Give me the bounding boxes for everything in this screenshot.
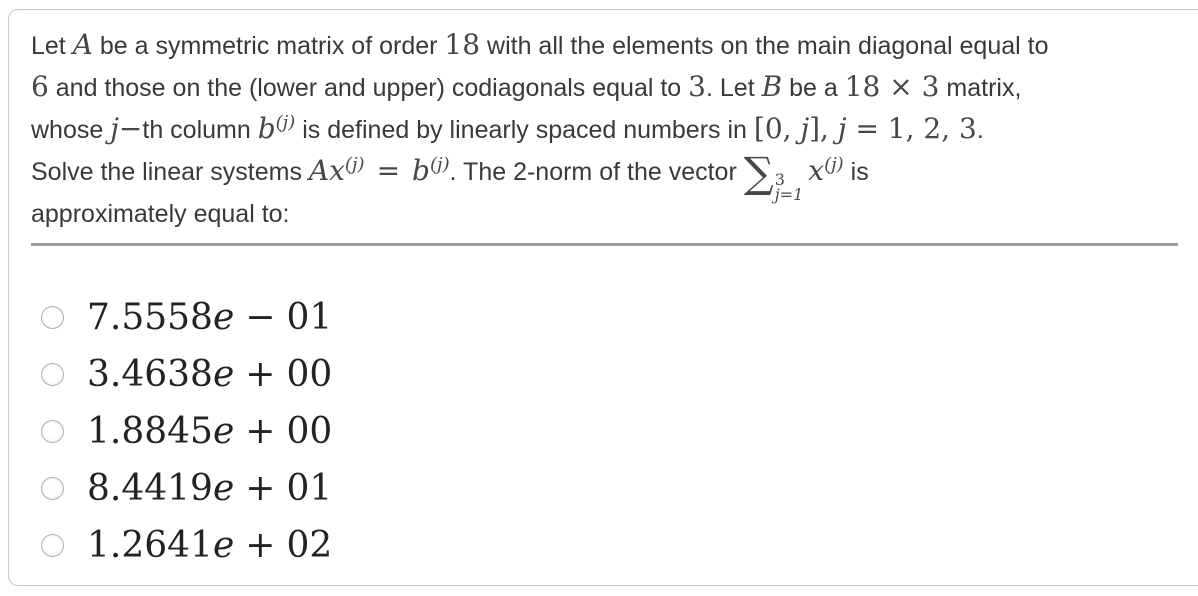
- math-minus: −: [118, 112, 143, 145]
- options-list: [41, 289, 332, 574]
- math-var-B: B: [761, 70, 783, 103]
- math-var-Ax: Ax: [308, 154, 345, 187]
- option-e: e: [212, 297, 235, 338]
- question-text: [31, 25, 1048, 235]
- text-segment: Solve the linear systems: [31, 158, 309, 186]
- option-e: e: [212, 411, 235, 452]
- option-e: e: [212, 525, 235, 566]
- text-segment: approximately equal to:: [31, 200, 290, 228]
- sigma-upper-limit: 3: [774, 170, 785, 189]
- option-row-3[interactable]: [41, 403, 332, 460]
- math-var-j: j: [800, 112, 810, 145]
- math-num-18: 18: [444, 28, 481, 61]
- math-num-3: 3: [688, 70, 706, 103]
- option-exponent: 00: [286, 411, 333, 452]
- math-var-j: j: [110, 112, 119, 145]
- question-line-4: [31, 148, 1048, 204]
- text-segment: whose: [31, 116, 111, 144]
- option-exponent: 00: [286, 354, 333, 395]
- text-segment: be a symmetric matrix of order: [92, 32, 445, 60]
- option-row-2[interactable]: [41, 346, 332, 403]
- math-num-6: 6: [31, 70, 49, 103]
- text-segment: and those on the (lower and upper) codiagonals equal to: [48, 74, 689, 102]
- question-line-2: [31, 67, 1048, 109]
- option-sign: +: [245, 411, 276, 452]
- question-divider: [31, 243, 1178, 246]
- math-var-A: A: [72, 28, 93, 61]
- radio-button-icon[interactable]: [41, 534, 64, 557]
- option-exponent: 01: [286, 297, 333, 338]
- option-label: [87, 468, 332, 509]
- math-bracket-open: [0,: [753, 112, 801, 145]
- option-mantissa: 7.5558: [87, 297, 213, 338]
- math-superscript-j: (j): [344, 154, 365, 175]
- text-segment: with all the elements on the main diagonal equal to: [480, 32, 1049, 60]
- text-segment: .: [976, 116, 984, 144]
- option-label: [87, 411, 332, 452]
- math-var-b: b: [257, 112, 276, 145]
- option-row-1[interactable]: [41, 289, 332, 346]
- text-segment: Let: [31, 32, 73, 60]
- radio-button-icon[interactable]: [41, 306, 64, 329]
- math-eq-123: = 1, 2, 3: [846, 112, 977, 145]
- text-segment: . The 2-norm of the vector: [449, 158, 744, 186]
- text-segment: is defined by linearly spaced numbers in: [295, 116, 754, 144]
- option-sign: +: [245, 468, 276, 509]
- option-label: [87, 354, 332, 395]
- option-row-4[interactable]: [41, 460, 332, 517]
- math-var-b: b: [412, 154, 430, 187]
- radio-button-icon[interactable]: [41, 363, 64, 386]
- text-segment: be a: [782, 74, 845, 102]
- option-exponent: 01: [286, 468, 333, 509]
- text-segment: is: [843, 158, 869, 186]
- option-label: [87, 297, 332, 338]
- option-sign: +: [245, 354, 276, 395]
- sigma-limits: [775, 172, 804, 202]
- option-label: [87, 525, 332, 566]
- option-exponent: 02: [286, 525, 333, 566]
- option-mantissa: 8.4419: [87, 468, 213, 509]
- math-var-j: j: [837, 112, 847, 145]
- math-superscript-j: (j): [429, 154, 450, 175]
- math-equals: =: [376, 154, 401, 187]
- text-segment: . Let: [706, 74, 762, 102]
- math-bracket-close: ],: [809, 112, 838, 145]
- sigma-lower-limit: j=1: [774, 185, 804, 204]
- option-e: e: [212, 354, 235, 395]
- option-row-5[interactable]: [41, 517, 332, 574]
- option-mantissa: 1.8845: [87, 411, 213, 452]
- radio-button-icon[interactable]: [41, 477, 64, 500]
- radio-button-icon[interactable]: [41, 420, 64, 443]
- math-superscript-j: (j): [275, 112, 296, 133]
- sigma-symbol: ∑: [743, 148, 774, 197]
- summation-expression: [743, 148, 809, 204]
- math-dims-18x3: 18 × 3: [844, 70, 940, 103]
- option-sign: −: [245, 297, 276, 338]
- option-e: e: [212, 468, 235, 509]
- math-superscript-j: (j): [824, 154, 844, 175]
- text-segment: th column: [142, 116, 258, 144]
- text-segment: matrix,: [939, 74, 1022, 102]
- math-var-x: x: [808, 154, 825, 187]
- question-line-3: [31, 109, 1048, 151]
- option-sign: +: [245, 525, 276, 566]
- question-line-1: [31, 25, 1048, 67]
- question-card: [8, 9, 1198, 586]
- question-line-5: [31, 193, 1048, 235]
- option-mantissa: 1.2641: [87, 525, 213, 566]
- option-mantissa: 3.4638: [87, 354, 213, 395]
